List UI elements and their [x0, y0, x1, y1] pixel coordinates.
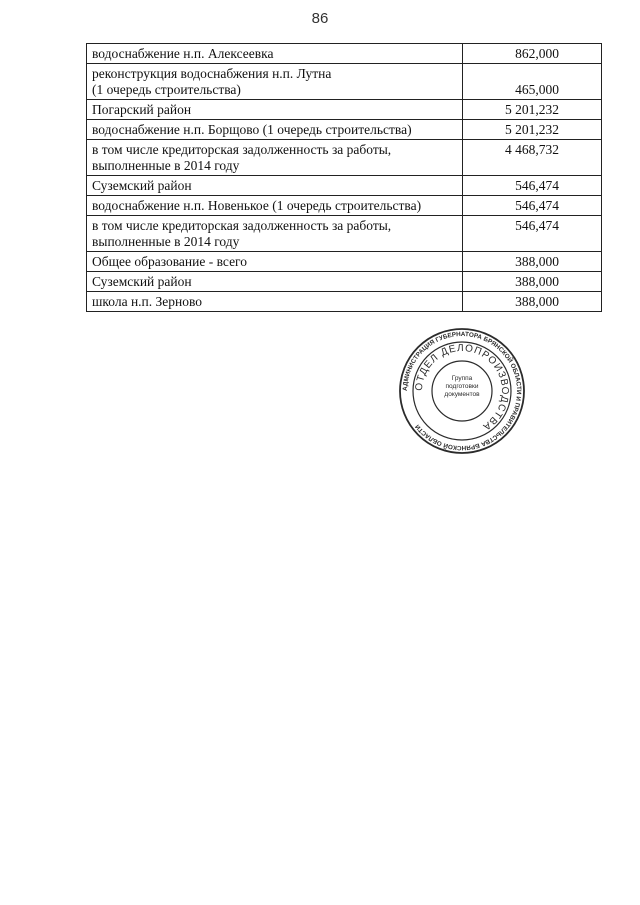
stamp-middle-text: ОТДЕЛ ДЕЛОПРОИЗВОДСТВА: [413, 342, 511, 433]
row-value: 4 468,732: [463, 140, 602, 176]
row-name: в том числе кредиторская задолженность за работы, выполненные в 2014 году: [87, 140, 463, 176]
row-value: 546,474: [463, 176, 602, 196]
table-row: [87, 196, 602, 216]
page-number: 86: [311, 10, 329, 27]
row-name: в том числе кредиторская задолженность за работы, выполненные в 2014 году: [87, 216, 463, 252]
row-value: 862,000: [463, 44, 602, 64]
row-value: 388,000: [463, 252, 602, 272]
row-value: 5 201,232: [463, 120, 602, 140]
budget-table: [86, 43, 602, 312]
row-name: школа н.п. Зерново: [87, 292, 463, 312]
table-row: [87, 292, 602, 312]
table-row: [87, 176, 602, 196]
table-row: [87, 120, 602, 140]
table-row: [87, 272, 602, 292]
row-name: реконструкция водоснабжения н.п. Лутна (1 очередь строительства): [87, 64, 463, 100]
row-value: 388,000: [463, 272, 602, 292]
row-name: Погарский район: [87, 100, 463, 120]
stamp-outer-text: АДМИНИСТРАЦИЯ ГУБЕРНАТОРА БРЯНСКОЙ ОБЛАСТИ И ПРАВИТЕЛЬСТВА БРЯНСКОЙ ОБЛАСТИ: [401, 330, 523, 452]
row-name: Общее образование - всего: [87, 252, 463, 272]
row-name: водоснабжение н.п. Борщово (1 очередь строительства): [87, 120, 463, 140]
row-value: 546,474: [463, 216, 602, 252]
stamp-center-text: Группа подготовки документов: [444, 375, 480, 398]
row-name: водоснабжение н.п. Новенькое (1 очередь строительства): [87, 196, 463, 216]
row-value: 546,474: [463, 196, 602, 216]
row-value: 388,000: [463, 292, 602, 312]
row-name: Суземский район: [87, 272, 463, 292]
table-row: [87, 252, 602, 272]
table-row: [87, 100, 602, 120]
table-row: [87, 64, 602, 100]
office-stamp: [398, 327, 526, 455]
table-row: [87, 140, 602, 176]
row-name: Суземский район: [87, 176, 463, 196]
row-value: 465,000: [463, 64, 602, 100]
table-row: [87, 44, 602, 64]
row-value: 5 201,232: [463, 100, 602, 120]
row-name: водоснабжение н.п. Алексеевка: [87, 44, 463, 64]
table-row: [87, 216, 602, 252]
